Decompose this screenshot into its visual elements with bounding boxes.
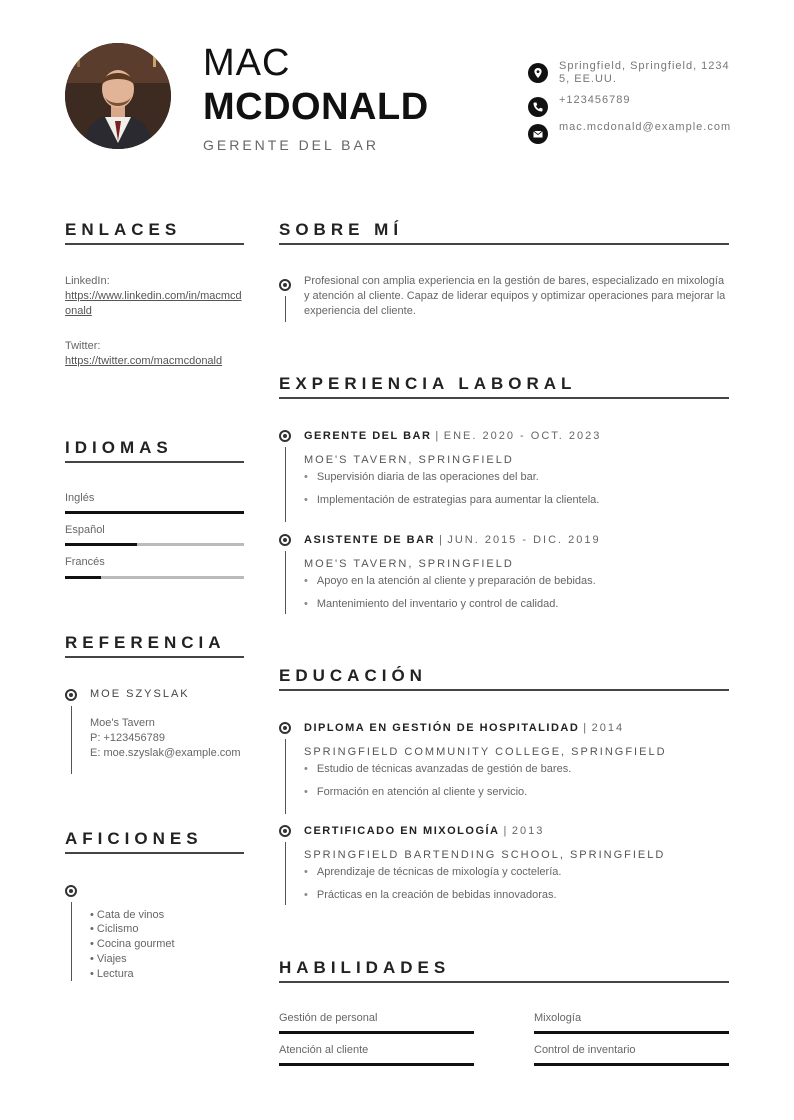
language-label: Francés [65,556,105,568]
job-bullet: • Apoyo en la atención al cliente y preparación de bebidas. [304,575,596,587]
education-item-title [304,722,624,734]
timeline-dot [279,430,291,442]
address-text: Springfield, Springfield, 12345, EE.UU. [559,60,730,85]
job-bullet: • Mantenimiento del inventario y control de calidad. [304,598,558,610]
job-organization: MOE'S TAVERN, SPRINGFIELD [304,454,514,466]
links-rule [65,243,244,245]
skill-bar-fill [279,1063,474,1066]
education-bullet: • Prácticas en la creación de bebidas innovadoras. [304,889,557,901]
links-heading: ENLACES [65,220,182,239]
job-date: ENE. 2020 - OCT. 2023 [443,430,602,442]
hobbies-heading: AFICIONES [65,829,203,848]
timeline-line [71,902,72,981]
hobby-item: • Lectura [90,968,134,980]
separator: | [435,430,440,442]
profile-photo [65,43,171,149]
job-item-title [304,430,601,442]
contact-address [528,60,734,86]
hobbies-rule [65,852,244,854]
timeline-dot [279,534,291,546]
skill-label: Atención al cliente [279,1044,369,1056]
skill-bar [534,1063,729,1066]
contact-email [528,121,734,144]
education-title-text: CERTIFICADO EN MIXOLOGÍA [304,825,500,837]
education-bullet: • Estudio de técnicas avanzadas de gestión de bares. [304,763,571,775]
education-institution: SPRINGFIELD BARTENDING SCHOOL, SPRINGFIELD [304,849,666,861]
education-rule [279,689,729,691]
email-text[interactable]: mac.mcdonald@example.com [559,121,732,133]
education-title-text: DIPLOMA EN GESTIÓN DE HOSPITALIDAD [304,722,580,734]
linkedin-link[interactable]: https://www.linkedin.com/in/macmcdonald [65,290,242,317]
timeline-line [285,447,286,522]
location-pin-icon [528,63,548,83]
skill-label: Gestión de personal [279,1012,378,1024]
job-organization: MOE'S TAVERN, SPRINGFIELD [304,558,514,570]
twitter-label: Twitter: [65,340,101,352]
hobby-item: • Ciclismo [90,923,139,935]
skill-label: Mixología [534,1012,582,1024]
about-text: Profesional con amplia experiencia en la gestión de bares, especializado en mixología y atención al cliente. Capaz de liderar equipos y optimizar operaciones para mejorar la experiencia del cliente. [304,275,726,317]
reference-name: MOE SZYSLAK [90,688,190,700]
language-label: Inglés [65,492,95,504]
separator: | [438,534,444,546]
job-date: JUN. 2015 - DIC. 2019 [447,534,601,546]
person-photo-icon [65,43,171,149]
language-bar [65,511,244,514]
first-name: MAC [203,42,291,84]
timeline-line [285,842,286,905]
skills-rule [279,981,729,983]
languages-heading: IDIOMAS [65,438,173,457]
language-bar [65,543,244,546]
skill-bar [534,1031,729,1034]
languages-rule [65,461,244,463]
job-title-text: GERENTE DEL BAR [304,430,432,442]
job-title-text: ASISTENTE DE BAR [304,534,435,546]
job-item-title [304,534,601,546]
job-title: GERENTE DEL BAR [203,137,379,153]
language-bar [65,576,244,579]
skill-bar-fill [534,1031,729,1034]
hobby-item: • Cata de vinos [90,909,165,921]
education-heading: EDUCACIÓN [279,666,427,685]
linkedin-label: LinkedIn: [65,275,110,287]
last-name: MCDONALD [203,86,429,128]
language-label: Español [65,524,105,536]
about-rule [279,243,729,245]
reference-company: Moe's Tavern [90,717,155,729]
education-institution: SPRINGFIELD COMMUNITY COLLEGE, SPRINGFIELD [304,746,667,758]
job-bullet: • Implementación de estrategias para aumentar la clientela. [304,494,599,506]
hobby-item: • Cocina gourmet [90,938,175,950]
skill-label: Control de inventario [534,1044,636,1056]
twitter-link[interactable]: https://twitter.com/macmcdonald [65,355,223,367]
timeline-dot [65,885,77,897]
timeline-dot [279,279,291,291]
experience-rule [279,397,729,399]
skill-bar [279,1031,474,1034]
language-bar-fill [65,543,137,546]
skill-bar [279,1063,474,1066]
about-heading: SOBRE MÍ [279,220,404,239]
education-date: 2013 [511,825,545,837]
language-bar-fill [65,511,244,514]
skills-heading: HABILIDADES [279,958,451,977]
reference-heading: REFERENCIA [65,633,226,652]
separator: | [503,825,508,837]
timeline-line [71,706,72,774]
phone-text: +123456789 [559,94,631,106]
timeline-dot [279,825,291,837]
education-bullet: • Formación en atención al cliente y servicio. [304,786,527,798]
education-item-title [304,825,544,837]
timeline-dot [279,722,291,734]
skill-bar-fill [534,1063,729,1066]
education-date: 2014 [591,722,625,734]
timeline-dot [65,689,77,701]
timeline-line [285,739,286,814]
language-bar-fill [65,576,101,579]
contact-phone [528,94,734,117]
reference-phone: P: +123456789 [90,732,165,744]
experience-heading: EXPERIENCIA LABORAL [279,374,577,393]
timeline-line [285,551,286,614]
skill-bar-fill [279,1031,474,1034]
reference-email: E: moe.szyslak@example.com [90,747,241,759]
timeline-line [285,296,286,322]
envelope-icon [528,124,548,144]
phone-icon [528,97,548,117]
education-bullet: • Aprendizaje de técnicas de mixología y coctelería. [304,866,561,878]
hobby-item: • Viajes [90,953,127,965]
separator: | [583,722,588,734]
job-bullet: • Supervisión diaria de las operaciones del bar. [304,471,539,483]
reference-rule [65,656,244,658]
